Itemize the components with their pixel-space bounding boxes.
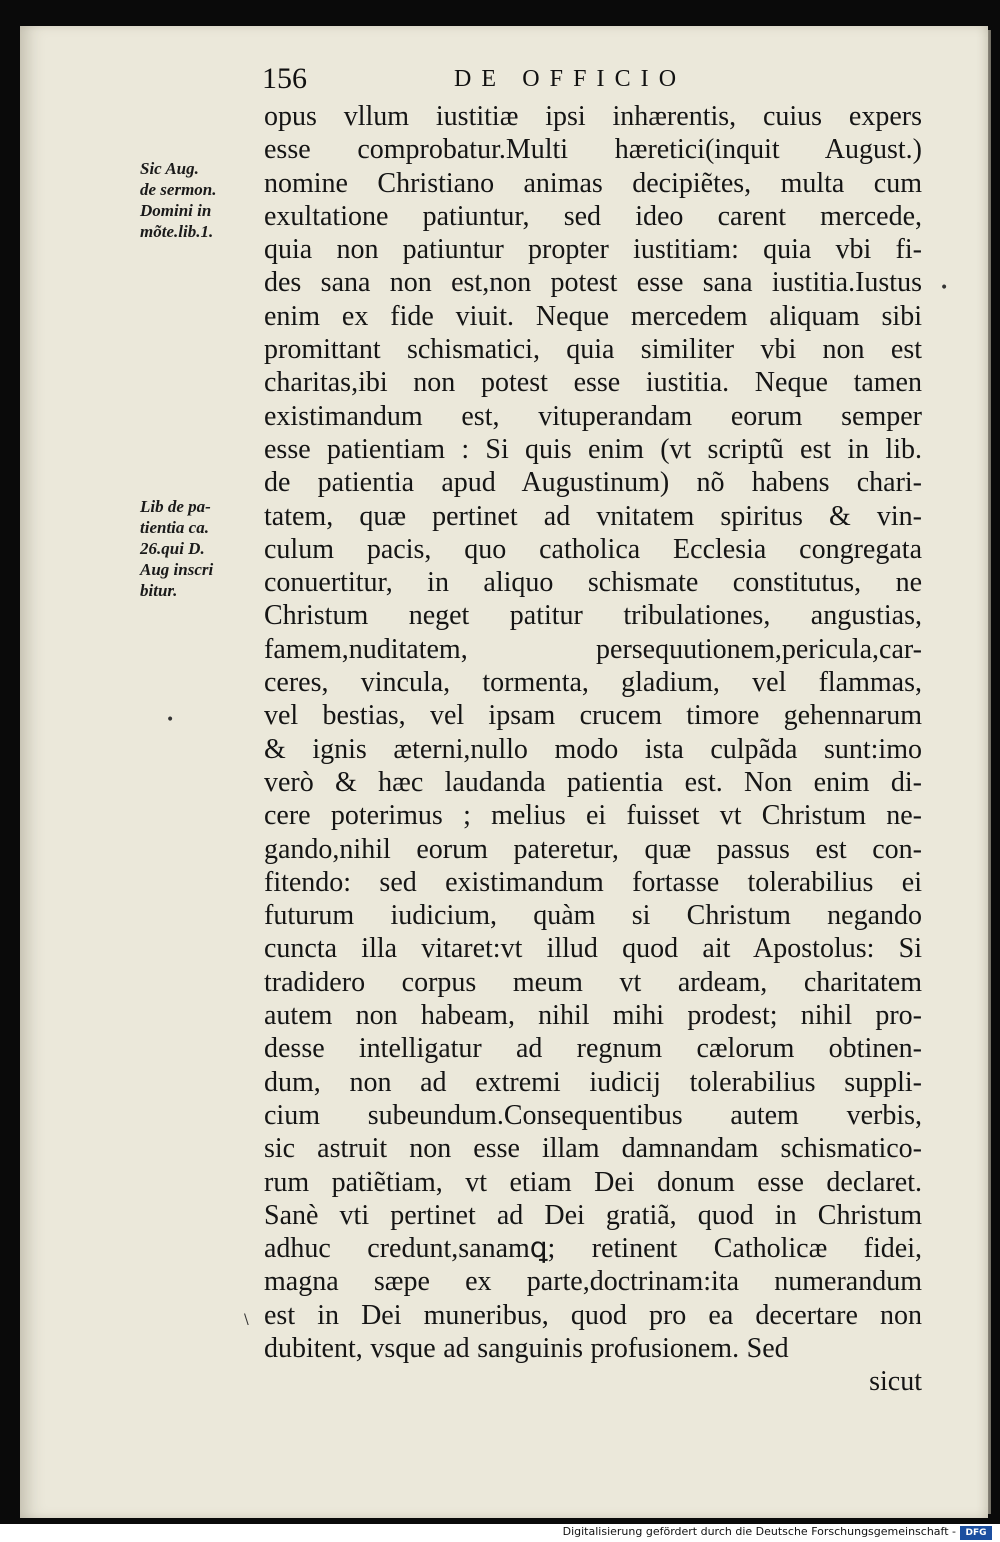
marginal-note-line: mõte.lib.1.: [140, 222, 214, 241]
text-line: futurum iudicium, quàm si Christum negando: [264, 900, 922, 932]
page-header: [262, 62, 922, 98]
running-head: DE OFFICIO: [454, 66, 687, 92]
marginal-note-line: tientia ca.: [140, 518, 209, 537]
margin-speck: •: [940, 280, 949, 296]
marginal-note-2: [140, 496, 260, 601]
text-line: desse intelligatur ad regnum cælorum obtinen-: [264, 1033, 922, 1065]
text-line: de patientia apud Augustinum) nõ habens chari-: [264, 467, 922, 499]
text-line: conuertitur, in aliquo schismate constitutus, ne: [264, 567, 922, 599]
text-line: gando,nihil eorum pateretur, quæ passus est con-: [264, 833, 922, 865]
text-line: opus vllum iustitiæ ipsi inhærentis, cuius expers: [264, 101, 922, 132]
text-line: sic astruit non esse illam damnandam schismatico-: [264, 1133, 922, 1165]
text-line: esse patientiam : Si quis enim (vt scriptũ est in lib.: [264, 433, 922, 465]
text-line: vel bestias, vel ipsam crucem timore gehennarum: [264, 700, 922, 732]
text-line: cuncta illa vitaret:vt illud quod ait Apostolus: Si: [264, 933, 922, 965]
text-line: dubitent, vsque ad sanguinis profusionem. Sed: [264, 1332, 789, 1364]
text-line: tatem, quæ pertinet ad vnitatem spiritus & vin-: [264, 500, 922, 532]
text-line: rum patiẽtiam, vt etiam Dei donum esse declaret.: [264, 1166, 922, 1198]
digitization-footer: [0, 1524, 1000, 1542]
page-number: 156: [262, 62, 307, 95]
text-line: culum pacis, quo catholica Ecclesia congregata: [264, 533, 922, 565]
text-line: esse comprobatur.Multi hæretici(inquit August.): [264, 134, 922, 166]
text-line: des sana non est,non potest esse sana iustitia.Iustus: [264, 267, 922, 299]
text-line: nomine Christiano animas decipiẽtes, multa cum: [264, 167, 922, 199]
marginal-note-1: [140, 158, 260, 242]
text-line: cere poterimus ; melius ei fuisset vt Christum ne-: [264, 800, 922, 832]
text-line: exultatione patiuntur, sed ideo carent mercede,: [264, 200, 922, 232]
text-line: magna sæpe ex parte,doctrinam:ita numerandum: [264, 1266, 922, 1298]
text-line: charitas,ibi non potest esse iustitia. Neque tamen: [264, 367, 922, 399]
text-line: fitendo: sed existimandum fortasse tolerabilius ei: [264, 866, 922, 898]
catchword: sicut: [869, 1366, 922, 1398]
marginal-note-line: Lib de pa-: [140, 497, 211, 516]
margin-speck: •: [166, 712, 175, 728]
marginal-note-line: Domini in: [140, 201, 212, 220]
text-line: quia non patiuntur propter iustitiam: quia vbi fi-: [264, 234, 922, 266]
marginal-note-line: de sermon.: [140, 180, 217, 199]
text-line: & ignis æterni,nullo modo ista culpãda sunt:imo: [264, 733, 922, 765]
text-line: famem,nuditatem, persequutionem,pericula,car-: [264, 633, 922, 665]
text-line: dum, non ad extremi iudicij tolerabilius suppli-: [264, 1066, 922, 1098]
text-line: promittant schismatici, quia similiter vbi non est: [264, 334, 922, 366]
marginal-note-line: Sic Aug.: [140, 159, 199, 178]
text-line: Sanè vti pertinet ad Dei gratiã, quod in Christum: [264, 1199, 922, 1231]
marginal-note-line: Aug inscri: [140, 560, 214, 579]
text-line: est in Dei muneribus, quod pro ea decertare non: [264, 1299, 922, 1331]
funding-credit: Digitalisierung gefördert durch die Deutsche Forschungsgemeinschaft -: [562, 1525, 956, 1538]
text-line: Christum neget patitur tribulationes, angustias,: [264, 600, 922, 632]
text-line: ceres, vincula, tormenta, gladium, vel flammas,: [264, 667, 922, 699]
margin-speck: \: [244, 1312, 249, 1328]
dfg-logo: DFG: [960, 1526, 992, 1540]
text-line: autem non habeam, nihil mihi prodest; nihil pro-: [264, 1000, 922, 1032]
text-line: adhuc credunt,sanamꝗ; retinent Catholicæ fidei,: [264, 1233, 922, 1265]
text-line: existimandum est, vituperandam eorum semper: [264, 400, 922, 432]
text-line: enim ex fide viuit. Neque mercedem aliquam sibi: [264, 300, 922, 332]
text-line: tradidero corpus meum vt ardeam, charitatem: [264, 966, 922, 998]
text-line: cium subeundum.Consequentibus autem verbis,: [264, 1099, 922, 1131]
main-text-block: [264, 100, 922, 1399]
marginal-note-line: 26.qui D.: [140, 539, 205, 558]
marginal-note-line: bitur.: [140, 581, 178, 600]
text-line: verò & hæc laudanda patientia est. Non enim di-: [264, 766, 922, 798]
